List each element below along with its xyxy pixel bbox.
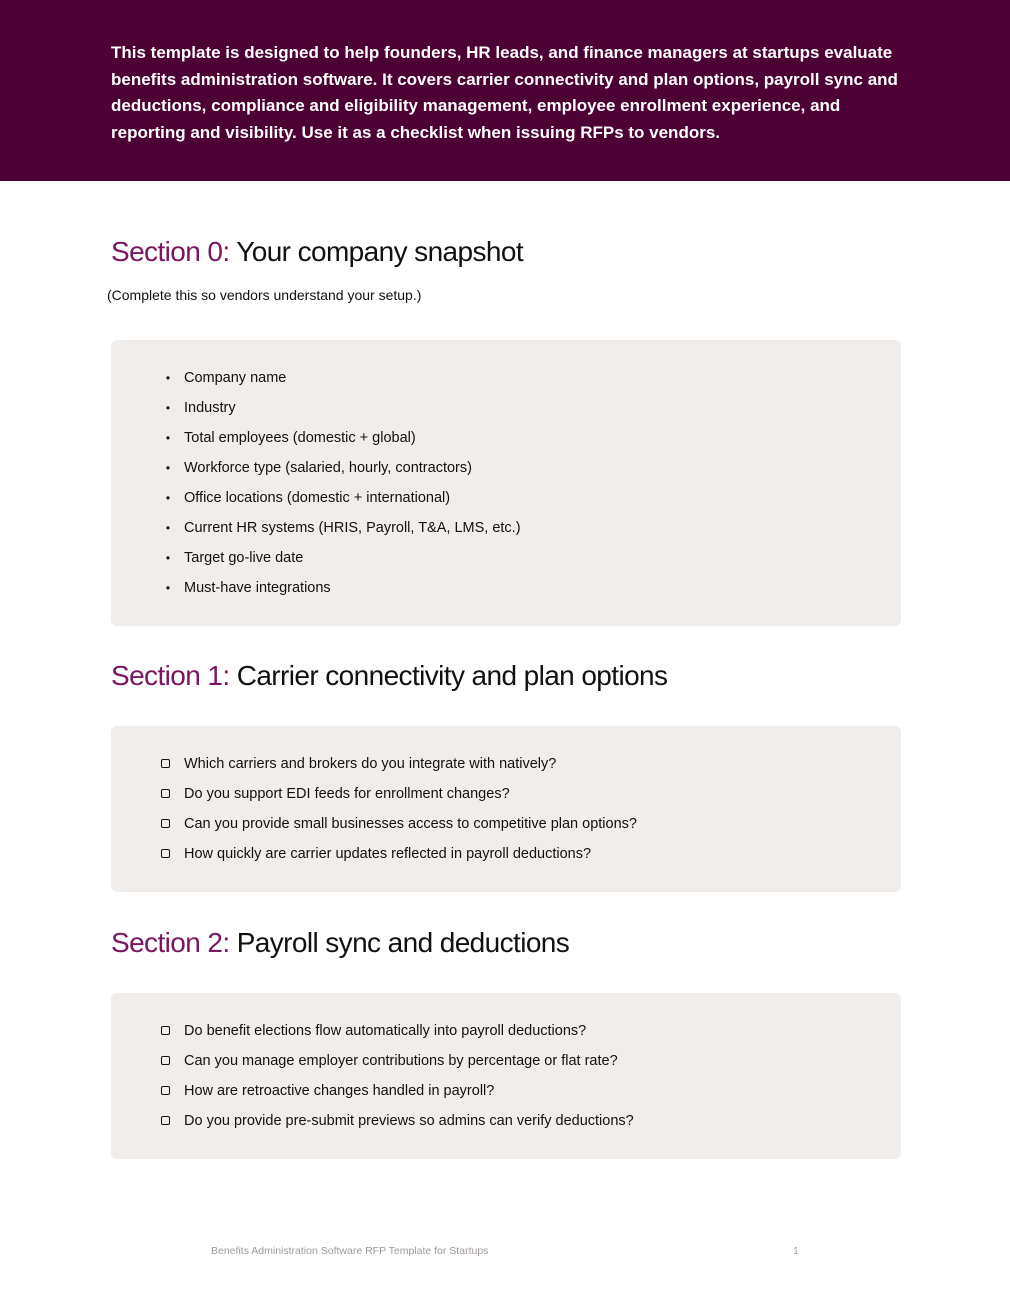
- checkbox-icon[interactable]: [161, 789, 170, 798]
- list-item: [111, 368, 901, 398]
- section-0-heading: [111, 235, 523, 269]
- checklist-item: [111, 1111, 901, 1141]
- list-item-text: Office locations (domestic + international): [184, 490, 451, 506]
- section-0-note: (Complete this so vendors understand your setup.): [107, 287, 422, 303]
- list-item: [111, 428, 901, 458]
- bullet-icon: •: [165, 371, 171, 385]
- bullet-icon: •: [165, 521, 171, 535]
- checkbox-icon[interactable]: [161, 819, 170, 828]
- footer-document-title: Benefits Administration Software RFP Template for Startups: [211, 1245, 489, 1257]
- section-1-number: Section 1:: [111, 660, 230, 691]
- checklist-item: [111, 814, 901, 844]
- checklist-item-text: How quickly are carrier updates reflected in payroll deductions?: [184, 846, 592, 862]
- bullet-icon: •: [165, 491, 171, 505]
- checklist-item-text: Do you support EDI feeds for enrollment changes?: [184, 786, 510, 802]
- checklist-item: [111, 784, 901, 814]
- checklist-item-text: Do you provide pre-submit previews so admins can verify deductions?: [184, 1113, 634, 1129]
- list-item-text: Workforce type (salaried, hourly, contractors): [184, 460, 472, 476]
- bullet-icon: •: [165, 551, 171, 565]
- section-2-box: [111, 993, 901, 1159]
- list-item-text: Current HR systems (HRIS, Payroll, T&A, LMS, etc.): [184, 520, 521, 536]
- checklist-item: [111, 844, 901, 874]
- bullet-icon: •: [165, 431, 171, 445]
- checklist-item-text: Which carriers and brokers do you integrate with natively?: [184, 756, 557, 772]
- list-item: [111, 458, 901, 488]
- section-2-heading: [111, 926, 569, 960]
- list-item-text: Company name: [184, 370, 287, 386]
- bullet-icon: •: [165, 401, 171, 415]
- section-2-list: [111, 1021, 901, 1141]
- checkbox-icon[interactable]: [161, 1086, 170, 1095]
- checklist-item: [111, 754, 901, 784]
- section-0-title: Your company snapshot: [236, 236, 524, 267]
- section-1-list: [111, 754, 901, 874]
- checkbox-icon[interactable]: [161, 1056, 170, 1065]
- list-item-text: Must-have integrations: [184, 580, 331, 596]
- checklist-item-text: Can you manage employer contributions by percentage or flat rate?: [184, 1053, 618, 1069]
- checkbox-icon[interactable]: [161, 849, 170, 858]
- checkbox-icon[interactable]: [161, 759, 170, 768]
- intro-text: This template is designed to help founders, HR leads, and finance managers at startups evaluate benefits administration software. It covers carrier connectivity and plan options, payroll sync and deductions, compliance and eligibility management, employee enrollment experience, and reporting and visibility. Use it as a checklist when issuing RFPs to vendors.: [111, 43, 898, 142]
- section-0-box: [111, 340, 901, 626]
- intro-banner: [0, 0, 1010, 181]
- bullet-icon: •: [165, 461, 171, 475]
- section-2-title: Payroll sync and deductions: [236, 927, 570, 958]
- section-0-number: Section 0:: [111, 236, 230, 267]
- checklist-item-text: Do benefit elections flow automatically into payroll deductions?: [184, 1023, 587, 1039]
- list-item-text: Total employees (domestic + global): [184, 430, 416, 446]
- list-item-text: Target go-live date: [184, 550, 304, 566]
- checkbox-icon[interactable]: [161, 1026, 170, 1035]
- checklist-item-text: Can you provide small businesses access to competitive plan options?: [184, 816, 637, 832]
- list-item: [111, 488, 901, 518]
- list-item: [111, 548, 901, 578]
- section-2-number: Section 2:: [111, 927, 230, 958]
- section-0-list: [111, 368, 901, 608]
- list-item: [111, 398, 901, 428]
- footer-page-number: 1: [793, 1245, 799, 1257]
- section-1-title: Carrier connectivity and plan options: [236, 660, 668, 691]
- list-item: [111, 518, 901, 548]
- checklist-item-text: How are retroactive changes handled in payroll?: [184, 1083, 495, 1099]
- checklist-item: [111, 1021, 901, 1051]
- list-item: [111, 578, 901, 608]
- checkbox-icon[interactable]: [161, 1116, 170, 1125]
- section-1-box: [111, 726, 901, 892]
- checklist-item: [111, 1081, 901, 1111]
- list-item-text: Industry: [184, 400, 236, 416]
- bullet-icon: •: [165, 581, 171, 595]
- section-1-heading: [111, 659, 667, 693]
- checklist-item: [111, 1051, 901, 1081]
